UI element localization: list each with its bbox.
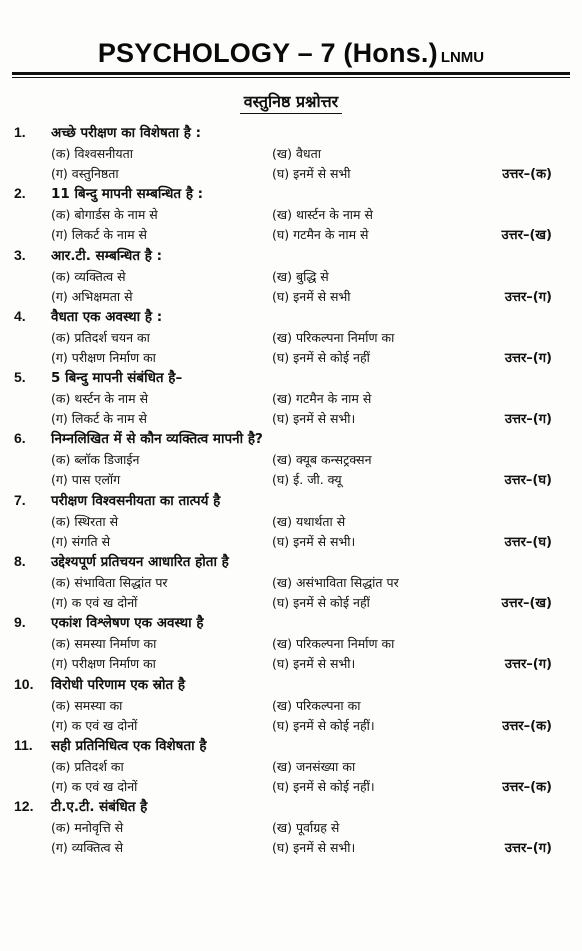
question-number: 4. bbox=[14, 307, 26, 324]
option-kha: (ख) पूर्वाग्रह से bbox=[272, 820, 340, 836]
question-number: 5. bbox=[14, 369, 26, 386]
answer-label: उत्तर–(ख) bbox=[501, 228, 552, 244]
question-text: अच्छे परीक्षण का विशेषता है : bbox=[51, 125, 201, 141]
option-ga: (ग) परीक्षण निर्माण का bbox=[51, 656, 156, 672]
header-rule-thin bbox=[12, 77, 570, 78]
answer-label: उत्तर–(क) bbox=[502, 779, 552, 795]
option-ka: (क) मनोवृत्ति से bbox=[51, 820, 124, 836]
option-gha: (घ) इनमें से सभी bbox=[272, 288, 351, 304]
option-ka: (क) समस्या का bbox=[51, 697, 123, 713]
option-gha: (घ) इनमें से सभी bbox=[272, 166, 351, 181]
question-number: 7. bbox=[14, 491, 26, 508]
question-number: 10. bbox=[14, 675, 34, 692]
section-title bbox=[0, 90, 582, 112]
option-kha: (ख) यथार्थता से bbox=[272, 513, 346, 529]
question-text: 11 बिन्दु मापनी सम्बन्धित है : bbox=[51, 186, 204, 203]
header-rule-thick bbox=[12, 72, 570, 75]
question-item bbox=[14, 185, 570, 246]
question-number: 6. bbox=[14, 430, 26, 447]
question-text: टी.ए.टी. संबंधित है bbox=[51, 799, 148, 816]
option-gha: (घ) इनमें से सभी। bbox=[272, 533, 356, 549]
question-item bbox=[14, 737, 570, 798]
question-text: परीक्षण विश्वसनीयता का तात्पर्य है bbox=[51, 492, 221, 509]
option-ga: (ग) क एवं ख दोनों bbox=[51, 778, 138, 794]
question-item bbox=[14, 614, 570, 675]
option-gha: (घ) इनमें से सभी। bbox=[272, 656, 356, 672]
question-list bbox=[14, 124, 570, 860]
answer-label: उत्तर–(ग) bbox=[504, 657, 552, 673]
question-text: निम्नलिखित में से कौन व्यक्तित्व मापनी है? bbox=[51, 431, 263, 448]
option-ka: (क) ब्लॉक डिजाईन bbox=[51, 452, 140, 468]
option-ga: (ग) क एवं ख दोनों bbox=[51, 595, 138, 611]
option-ka: (क) थर्स्टन के नाम से bbox=[51, 391, 149, 407]
question-number: 3. bbox=[14, 246, 26, 263]
option-ga: (ग) लिकर्ट के नाम से bbox=[51, 227, 147, 243]
question-number: 12. bbox=[14, 798, 34, 815]
option-kha: (ख) परिकल्पना का bbox=[272, 697, 361, 713]
option-ga: (ग) परीक्षण निर्माण का bbox=[51, 349, 156, 365]
option-gha: (घ) इनमें से सभी। bbox=[272, 840, 356, 856]
question-text: आर.टी. सम्बन्धित है : bbox=[51, 247, 162, 264]
option-ga: (ग) लिकर्ट के नाम से bbox=[51, 411, 147, 427]
option-kha: (ख) जनसंख्या का bbox=[272, 758, 356, 774]
option-ka: (क) बोगार्डस के नाम से bbox=[51, 207, 158, 223]
question-item bbox=[14, 247, 570, 308]
question-item bbox=[14, 430, 570, 491]
question-number: 1. bbox=[14, 124, 26, 140]
answer-label: उत्तर–(क) bbox=[502, 718, 552, 734]
option-ga: (ग) क एवं ख दोनों bbox=[51, 717, 138, 733]
option-kha: (ख) बुद्धि से bbox=[272, 268, 329, 284]
question-text: एकांश विश्लेषण एक अवस्था है bbox=[51, 615, 204, 632]
option-gha: (घ) इनमें से कोई नहीं bbox=[272, 349, 370, 365]
option-ka: (क) स्थिरता से bbox=[51, 513, 119, 529]
option-ga: (ग) व्यक्तित्व से bbox=[51, 840, 124, 856]
option-kha: (ख) थार्स्टन के नाम से bbox=[272, 207, 373, 223]
option-ka: (क) संभाविता सिद्धांत पर bbox=[51, 575, 168, 591]
option-ga: (ग) संगति से bbox=[51, 533, 111, 549]
option-ka: (क) समस्या निर्माण का bbox=[51, 636, 157, 652]
option-ga: (ग) वस्तुनिष्ठता bbox=[51, 166, 119, 181]
option-ka: (क) प्रतिदर्श चयन का bbox=[51, 329, 150, 345]
question-item bbox=[14, 676, 570, 737]
answer-label: उत्तर–(ग) bbox=[504, 350, 552, 366]
option-gha: (घ) इनमें से कोई नहीं bbox=[272, 595, 370, 611]
question-text: सही प्रतिनिधित्व एक विशेषता है bbox=[51, 737, 207, 754]
option-gha: (घ) ई. जी. क्यू bbox=[272, 472, 342, 488]
question-text: उद्देश्यपूर्ण प्रतिचयन आधारित होता है bbox=[51, 554, 229, 571]
answer-label: उत्तर–(घ) bbox=[504, 534, 552, 550]
answer-label: उत्तर–(ख) bbox=[501, 596, 552, 612]
option-ka: (क) व्यक्तित्व से bbox=[51, 268, 126, 284]
section-title-text: वस्तुनिष्ठ प्रश्नोत्तर bbox=[240, 92, 342, 114]
question-number: 2. bbox=[14, 185, 26, 202]
answer-label: उत्तर–(घ) bbox=[504, 473, 552, 489]
header-university: LNMU bbox=[440, 49, 485, 66]
question-text: वैधता एक अवस्था है : bbox=[51, 308, 163, 325]
question-item bbox=[14, 124, 570, 185]
header-title: PSYCHOLOGY – 7 (Hons.) bbox=[97, 38, 438, 68]
question-text: विरोधी परिणाम एक स्रोत है bbox=[51, 676, 186, 693]
question-number: 9. bbox=[14, 614, 26, 631]
option-gha: (घ) इनमें से सभी। bbox=[272, 411, 356, 427]
option-kha: (ख) वैधता bbox=[272, 146, 321, 161]
option-ka: (क) प्रतिदर्श का bbox=[51, 758, 124, 774]
question-item bbox=[14, 308, 570, 369]
answer-label: उत्तर–(ग) bbox=[504, 289, 552, 305]
question-item bbox=[14, 492, 570, 553]
option-kha: (ख) परिकल्पना निर्माण का bbox=[272, 636, 395, 652]
option-kha: (ख) गटमैन के नाम से bbox=[272, 391, 372, 407]
question-item bbox=[14, 369, 570, 430]
answer-label: उत्तर–(क) bbox=[502, 167, 552, 182]
option-ga: (ग) पास एलॉग bbox=[51, 472, 121, 488]
question-item bbox=[14, 798, 570, 859]
option-gha: (घ) गटमैन के नाम से bbox=[272, 227, 369, 243]
page-header bbox=[0, 38, 582, 69]
answer-label: उत्तर–(ग) bbox=[504, 841, 552, 857]
option-gha: (घ) इनमें से कोई नहीं। bbox=[272, 717, 375, 733]
option-kha: (ख) परिकल्पना निर्माण का bbox=[272, 329, 395, 345]
question-text: 5 बिन्दु मापनी संबंधित है– bbox=[51, 370, 183, 387]
question-item bbox=[14, 553, 570, 614]
question-number: 8. bbox=[14, 553, 26, 570]
option-ga: (ग) अभिक्षमता से bbox=[51, 288, 133, 304]
option-ka: (क) विश्वसनीयता bbox=[51, 146, 134, 161]
option-gha: (घ) इनमें से कोई नहीं। bbox=[272, 778, 375, 794]
option-kha: (ख) क्यूब कन्सट्रक्सन bbox=[272, 452, 372, 468]
option-kha: (ख) असंभाविता सिद्धांत पर bbox=[272, 575, 399, 591]
question-number: 11. bbox=[14, 736, 33, 753]
answer-label: उत्तर–(ग) bbox=[504, 412, 552, 428]
